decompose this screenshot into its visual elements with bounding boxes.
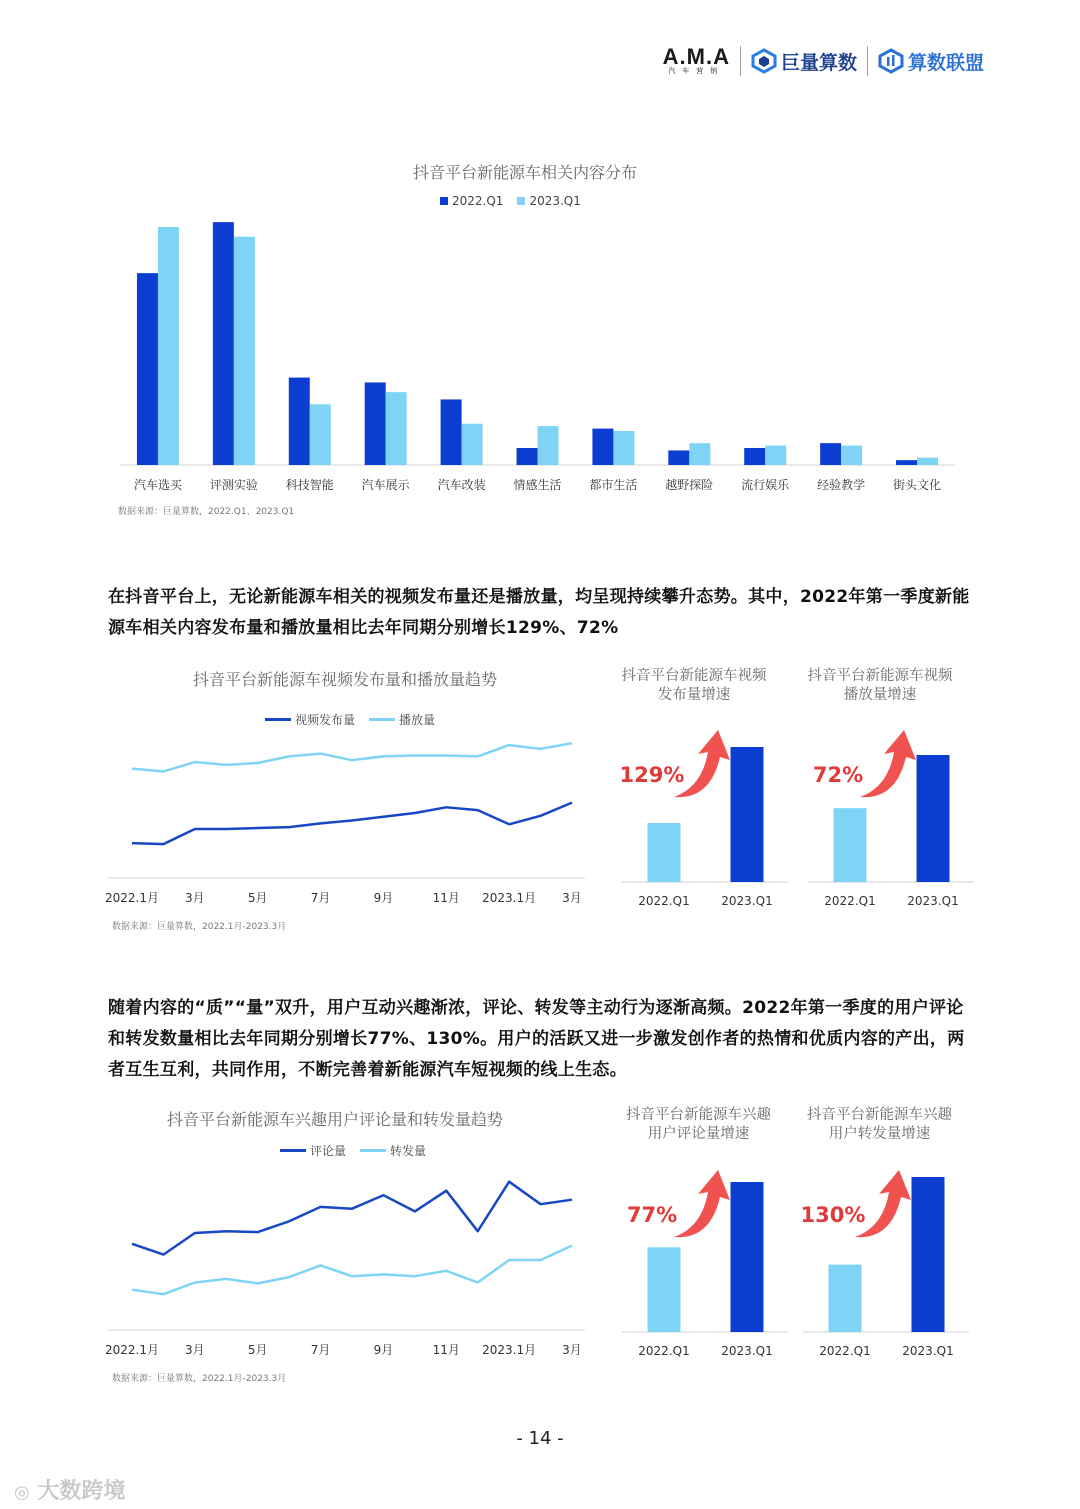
- chart5-title: 抖音平台新能源车兴趣用户评论量和转发量趋势: [166, 1110, 503, 1129]
- x-tick-label: 汽车选买: [133, 478, 182, 492]
- legend-swatch: [440, 197, 448, 205]
- x-tick-label: 汽车展示: [361, 478, 410, 492]
- x-tick-label: 2023.Q1: [902, 1344, 954, 1358]
- bar-2023q1: [538, 426, 559, 465]
- bar-2023q1: [731, 747, 764, 882]
- legend-item-plays: [369, 711, 435, 728]
- x-tick-label: 都市生活: [589, 478, 638, 492]
- x-tick-label: 2023.1月: [482, 1343, 537, 1357]
- chart4-title: [790, 667, 970, 705]
- watermark-text: 大数跨境: [37, 1479, 126, 1504]
- legend-item-posts: [265, 711, 355, 728]
- chart6-title: [606, 1106, 791, 1144]
- x-tick-label: 3月: [562, 1343, 582, 1357]
- x-tick-label: 2023.Q1: [721, 1344, 773, 1358]
- logo-divider: [740, 46, 741, 76]
- growth-percentage: 129%: [619, 763, 685, 787]
- juliang-logo-icon: [751, 48, 777, 74]
- comment-growth-bar-chart: [604, 1160, 794, 1365]
- juliang-logo-text: 巨量算数: [780, 51, 857, 74]
- x-tick-label: 7月: [310, 891, 331, 905]
- juliang-suanshu-logo: [751, 48, 857, 75]
- growth-percentage: 130%: [800, 1203, 866, 1227]
- chart2-legend: [265, 711, 435, 728]
- bar-2022q1: [896, 460, 917, 465]
- bar-2022q1: [592, 429, 613, 465]
- x-tick-label: 2023.1月: [482, 891, 537, 905]
- bar-2022q1: [668, 450, 689, 465]
- bar-2023q1: [310, 404, 331, 465]
- legend-item-2022q1: [440, 194, 503, 208]
- x-tick-label: 5月: [247, 891, 268, 905]
- chart2-source: 数据来源：巨量算数，2022.1月-2023.3月: [112, 922, 287, 932]
- legend-item-comments: [280, 1142, 346, 1159]
- bar-2023q1: [912, 1177, 945, 1332]
- bar-2022q1: [213, 222, 234, 465]
- bar-2023q1: [158, 227, 179, 465]
- x-tick-label: 9月: [373, 891, 394, 905]
- x-tick-label: 11月: [432, 1343, 460, 1357]
- bar-2023q1: [234, 237, 255, 465]
- x-tick-label: 2022.Q1: [824, 894, 876, 908]
- series-line-0: [132, 1182, 572, 1255]
- bar-2023q1: [386, 392, 407, 465]
- chart4-title-line2: 播放量增速: [843, 687, 917, 703]
- bar-2022q1: [365, 382, 386, 465]
- header-logos: [662, 43, 984, 76]
- post-growth-bar-chart: [604, 720, 794, 915]
- x-tick-label: 2023.Q1: [907, 894, 959, 908]
- bar-2022q1: [289, 378, 310, 465]
- chart2-title: 抖音平台新能源车视频发布量和播放量趋势: [192, 670, 497, 689]
- content-distribution-bar-chart: [110, 210, 970, 500]
- x-tick-label: 2022.1月: [105, 891, 159, 905]
- x-tick-label: 2022.1月: [105, 1343, 159, 1357]
- x-tick-label: 评测实验: [209, 478, 258, 492]
- series-line-1: [132, 1246, 572, 1295]
- chart5-legend: [280, 1142, 426, 1159]
- legend-item-2023q1: [517, 194, 580, 208]
- bar-2022q1: [648, 823, 681, 882]
- bar-2022q1: [829, 1265, 862, 1332]
- x-tick-label: 情感生活: [513, 478, 562, 492]
- x-tick-label: 11月: [432, 891, 460, 905]
- x-tick-label: 科技智能: [285, 478, 334, 492]
- chart1-title: 抖音平台新能源车相关内容分布: [412, 163, 637, 182]
- chart1-source: 数据来源：巨量算数，2022.Q1、2023.Q1: [118, 507, 295, 517]
- bar-2023q1: [462, 424, 483, 465]
- x-tick-label: 3月: [185, 1343, 205, 1357]
- bar-2023q1: [731, 1182, 764, 1332]
- paragraph-1: 在抖音平台上，无论新能源车相关的视频发布量还是播放量，均呈现持续攀升态势。其中，2022年第一季度新能源车相关内容发布量和播放量相比去年同期分别增长129%、72%: [108, 587, 970, 638]
- x-tick-label: 2022.Q1: [819, 1344, 871, 1358]
- series-line-1: [132, 743, 572, 771]
- bar-2022q1: [517, 448, 538, 465]
- suanshu-logo-icon: [878, 48, 904, 74]
- bar-2022q1: [744, 448, 765, 465]
- bar-2023q1: [765, 446, 786, 465]
- video-trend-line-chart: [100, 730, 590, 915]
- ama-logo-subtitle: 汽车营销: [668, 67, 725, 75]
- x-tick-label: 3月: [562, 891, 582, 905]
- bar-2023q1: [917, 755, 950, 882]
- bar-2023q1: [917, 458, 938, 465]
- play-growth-bar-chart: [790, 720, 980, 915]
- legend-swatch: [280, 1149, 306, 1152]
- bar-2022q1: [441, 399, 462, 465]
- chart3-title: [604, 667, 784, 705]
- x-tick-label: 汽车改装: [437, 478, 486, 492]
- legend-label: 视频发布量: [295, 713, 356, 727]
- legend-label: 2023.Q1: [529, 194, 581, 208]
- chart6-title-line2: 用户评论量增速: [647, 1126, 750, 1142]
- growth-arrow-icon: [860, 730, 916, 797]
- x-tick-label: 2022.Q1: [638, 1344, 690, 1358]
- legend-swatch: [265, 718, 291, 721]
- legend-label: 播放量: [399, 713, 436, 727]
- bar-2022q1: [648, 1247, 681, 1332]
- x-tick-label: 3月: [185, 891, 205, 905]
- chart5-source: 数据来源：巨量算数，2022.1月-2023.3月: [112, 1374, 287, 1384]
- chart1-legend: [440, 194, 581, 208]
- chart6-title-line1: 抖音平台新能源车兴趣: [626, 1107, 771, 1123]
- bar-2022q1: [137, 273, 158, 465]
- chart3-title-line2: 发布量增速: [657, 687, 731, 703]
- interaction-trend-line-chart: [100, 1170, 590, 1365]
- x-tick-label: 越野探险: [665, 478, 714, 492]
- legend-item-shares: [360, 1142, 426, 1159]
- logo-divider: [867, 46, 868, 76]
- ama-logo-text: A.M.A: [662, 43, 730, 69]
- chart3-title-line1: 抖音平台新能源车视频: [621, 668, 767, 684]
- bar-2023q1: [689, 443, 710, 465]
- page-number: - 14 -: [516, 1428, 564, 1449]
- bar-2023q1: [841, 446, 862, 465]
- bar-2022q1: [820, 443, 841, 465]
- x-tick-label: 2023.Q1: [721, 894, 773, 908]
- ama-logo: [662, 43, 730, 76]
- paragraph-2: 随着内容的“质”“量”双升，用户互动兴趣渐浓，评论、转发等主动行为逐渐高频。2022年第一季度的用户评论和转发数量相比去年同期分别增长77%、130%。用户的活跃又进一步激发创作者的热情和优质内容的产出，两者互生互利，共同作用，不断完善着新能源汽车短视频的线上生态。: [108, 998, 965, 1080]
- legend-label: 2022.Q1: [452, 194, 504, 208]
- growth-arrow-icon: [674, 1170, 730, 1237]
- chart7-title-line1: 抖音平台新能源车兴趣: [807, 1107, 952, 1123]
- watermark-icon: ◎: [14, 1482, 30, 1503]
- series-line-0: [132, 803, 572, 844]
- chart4-title-line1: 抖音平台新能源车视频: [807, 668, 953, 684]
- bar-2023q1: [613, 431, 634, 465]
- legend-swatch: [369, 718, 395, 721]
- chart7-title: [787, 1106, 972, 1144]
- share-growth-bar-chart: [785, 1160, 975, 1365]
- growth-percentage: 77%: [626, 1203, 678, 1227]
- x-tick-label: 2022.Q1: [638, 894, 690, 908]
- x-tick-label: 5月: [247, 1343, 268, 1357]
- x-tick-label: 街头文化: [893, 478, 942, 492]
- bar-2022q1: [834, 808, 867, 882]
- legend-label: 评论量: [310, 1144, 347, 1158]
- legend-label: 转发量: [390, 1144, 427, 1158]
- legend-swatch: [517, 197, 525, 205]
- growth-percentage: 72%: [812, 763, 864, 787]
- suanshu-logo-text: 算数联盟: [907, 51, 984, 74]
- suanshu-lianmeng-logo: [878, 48, 984, 75]
- x-tick-label: 9月: [373, 1343, 394, 1357]
- x-tick-label: 7月: [310, 1343, 331, 1357]
- watermark: [14, 1474, 125, 1505]
- x-tick-label: 流行娱乐: [741, 478, 790, 492]
- x-tick-label: 经验教学: [817, 478, 866, 492]
- legend-swatch: [360, 1149, 386, 1152]
- chart7-title-line2: 用户转发量增速: [828, 1126, 931, 1142]
